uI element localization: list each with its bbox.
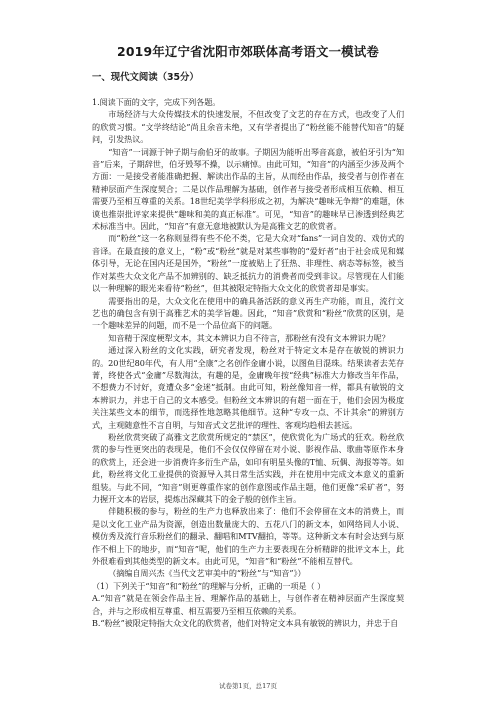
option-a: A.“知音”就是在领会作品主旨、理解作品的基础上，与创作者在精神层面产生深度契合，并与之形成相互尊重、相互需要乃至相互依赖的关系。 (92, 593, 404, 616)
passage-paragraph: 粉丝欣赏突破了高雅文艺欣赏所规定的“禁区”，使欣赏化为广场式的狂欢。粉丝欣赏的参与性更突出的表现是，他们不会仅仅停留在对小说、影视作品、歌曲等原作本身的欣赏上，还会进一步消费许多衍生产品，如印有明星头像的T恤、玩偶、海报等等。如此，粉丝将文化工业提供的资源导入其日常生活实践，并在使用中完成文本意义的重新组装。与此不同，“知音”则更尊重作家的创作意图或作品主题，他们更像“采矿者”，努力握开文本的岩层，提炼出深藏其下的金子般的创作主旨。 (92, 431, 404, 504)
passage-paragraph: 知音精于深度梗犁文本，其文本辨识力自不待言，那粉丝有没有文本辨识力呢？ (108, 332, 390, 343)
passage-paragraph: 通过深入粉丝的文化实践，研究者发现，粉丝对于特定文本是存在敏锐的辨识力的。20世纪80年代，有人用“全康”之名创作金庸小说，以图鱼目混珠。结果读者去芜存菁，终使各式“金庸”尽数淘汰，有趣的是，金庸晚年按“经典”标准大力修改当年作品，不想费力不讨好，竟遭众多“金迷”抵制。由此可知，粉丝像知音一样，都具有敏锐的文本辨识力，并忠于自己的文本感受。但粉丝文本辨识的有超一面在于，他们会因为极度关注某些文本的细节，而选择性地忽略其他细节。这种“专攻一点、不计其余”的辨别方式，主观随意性不言自明，与知音式文艺批评的理性、客观均趋相去甚远。 (92, 345, 404, 430)
question-intro: 1.阅读下面的文字，完成下列各题。 (92, 97, 221, 107)
reading-passage (92, 96, 404, 629)
option-b: B.“粉丝”被限定特指大众文化的欣赏者，他们对特定文本具有敏锐的辨识力，并忠于自 (92, 618, 399, 629)
section-heading: 一、现代文阅读（35分） (92, 72, 199, 83)
passage-paragraph: 而“粉丝”这一名称则显得有些不伦不类，它是大众对“fans”一词自发的、戏仿式的音译。在最直接的意义上，“粉”或“粉丝”就是对某些事物的“爱好者”由于社会成见和媒体引导，无论在国内还是国外，“粉丝”一度被贴上了狂热、非理性、病态等标签，被当作对某些大众文化产品不加辨别的、缺乏抵抗力的消费者而受到非议。尽管现在人们能以一种理解的眼光来看待“粉丝”，但其被限定特指大众文化的欣赏者却是事实。 (92, 233, 404, 294)
passage-source: （摘编自周兴杰《当代文艺审美中的“粉丝”与“知音”》） (108, 568, 306, 579)
passage-paragraph: “知音”一词源于钟子期与俞伯牙的故事。子期因为能听出琴音高意，被伯牙引为“知音”后来，子期辞世，伯牙毁琴不操，以示痛悼。由此可知，“知音”的内涵至少涉及两个方面：一是接受者能准确把握、解读出作品的主旨，从而经由作品，接受者与创作者在精神层面产生深度契合；二是以作品理解为基础，创作者与接受者形成相互依赖、相互需要乃至相互尊重的关系。18世纪美学学科形成之初，为解决“趣味无争辩”的难题，休谟也推崇批评家来提供“趣味和美的真正标准”。可见，“知音”的趣味早已渗透到经典艺术标准当中。因此，“知音”有意无意地被默认为是高雅文艺的欣赏者。 (92, 146, 404, 232)
exam-title: 2019年辽宁省沈阳市郊联体高考语文一模试卷 (117, 44, 379, 59)
question-stem: （1）下列关于“知音”和“粉丝”的理解与分析，正确的一项是（ ） (92, 580, 326, 591)
page-footer: 试卷第1页，总17页 (219, 682, 277, 690)
passage-paragraph: 需要指出的是，大众文化在使用中的确具备活跃的意义再生产功能，而且，流行文艺也的确包含有别于高雅艺术的美学旨趣。因此，“知音”欣赏和“粉丝”欣赏的区别，是一个趣味差异的问题，而不是一个品位高下的问题。 (92, 295, 404, 331)
passage-paragraph: 市场经济与大众传媒技术的快速发展，不但改变了文艺的存在方式，也改变了人们的欣赏习惯。“文学终结论”尚且余音未绝，又有学者提出了“粉丝能不能替代知音”的疑问，引发热议。 (92, 109, 404, 145)
passage-paragraph: 伴随积极的参与，粉丝的生产力也释放出来了：他们不会停留在文本的消费上，而是以文化工业产品为资源，创造出数量庞大的、五花八门的新文本，如网络同人小说、模仿秀及流行音乐粉丝们的翻录、翻唱和MTV翻拍，等等。这种新文本有时会达到与原作不相上下的地步，而“知音”呢，他们的生产力主要表现在分析精辟的批评文本上，此外很难看到其他类型的新文本。由此可见，“知音”和“粉丝”不能相互替代。 (92, 506, 404, 567)
